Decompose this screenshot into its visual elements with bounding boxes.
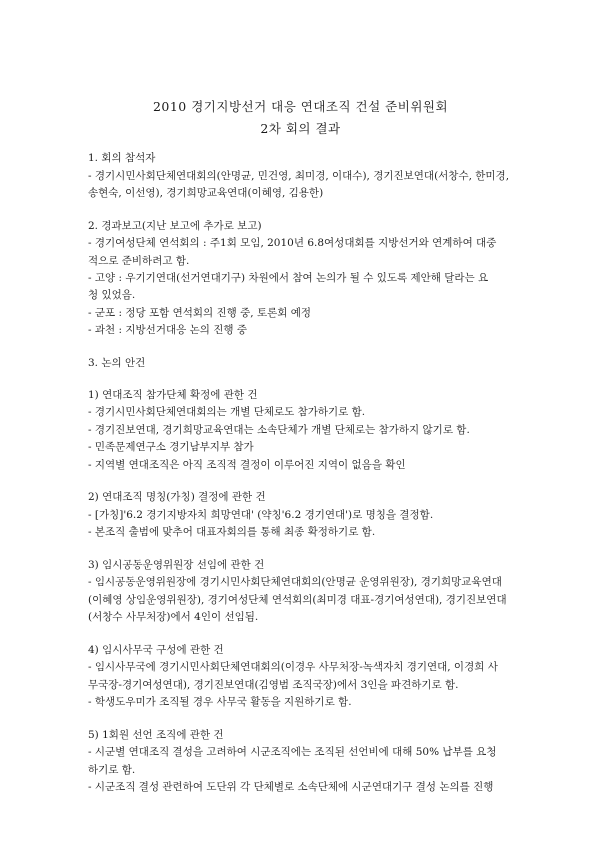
- text-line: (서창수 사무처장)에서 4인이 선임됨.: [88, 611, 259, 623]
- text-line: - 민족문제연구소 경기남부지부 참가: [88, 441, 254, 453]
- text-line: - 과천 : 지방선거대응 논의 진행 중: [88, 324, 247, 336]
- subsection-heading: 3) 임시공동운영위원장 선임에 관한 건: [88, 559, 265, 571]
- text-line: - 학생도우미가 조직될 경우 사무국 활동을 지원하기로 함.: [88, 696, 352, 708]
- document-title: 2010 경기지방선거 대응 연대조직 건설 준비위원회: [152, 99, 449, 114]
- text-line: 송현숙, 이선영), 경기희망교육연대(이혜영, 김용한): [88, 187, 324, 199]
- text-line: (이혜영 상임운영위원장), 경기여성단체 연석회의(최미경 대표-경기여성연대), 경기진보연대: [88, 594, 507, 606]
- subsection-heading: 2) 연대조직 명칭(가칭) 결정에 관한 건: [88, 491, 266, 503]
- subsection-heading: 5) 1회원 선언 조직에 관한 건: [88, 729, 224, 741]
- text-line: - [가칭]'6.2 경기지방자치 희망연대' (약칭'6.2 경기연대')로 명칭을 결정함.: [88, 509, 434, 521]
- section-heading: 2. 경과보고(지난 보고에 추가로 보고): [88, 220, 262, 232]
- document-subtitle: 2차 회의 결과: [260, 121, 341, 136]
- text-line: - 지역별 연대조직은 아직 조직적 결정이 이루어진 지역이 없음을 확인: [88, 459, 406, 471]
- text-line: - 임시공동운영위원장에 경기시민사회단체연대회의(안명균 운영위원장), 경기희망교육연대: [88, 576, 502, 588]
- text-line: - 시군조직 결성 관련하여 도단위 각 단체별로 소속단체에 시군연대기구 결성 논의를 진행: [88, 781, 494, 793]
- text-line: - 경기시민사회단체연대회의는 개별 단체로도 참가하기로 함.: [88, 406, 366, 418]
- section-heading: 3. 논의 안건: [88, 357, 146, 369]
- text-line: 무국장-경기여성연대), 경기진보연대(김영범 조직국장)에서 3인을 파견하기로 함.: [88, 679, 459, 691]
- text-line: - 경기여성단체 연석회의 : 주1회 모임, 2010년 6.8여성대회를 지방선거와 연계하여 대중: [88, 237, 497, 249]
- text-line: 적으로 준비하려고 함.: [88, 255, 190, 267]
- text-line: - 고양 : 우기기연대(선거연대기구) 차원에서 참여 논의가 될 수 있도록 제안해 달라는 요: [88, 272, 489, 284]
- text-line: - 임시사무국에 경기시민사회단체연대회의(이경우 사무처장-녹색자치 경기연대, 이경희 사: [88, 661, 498, 673]
- text-line: - 군포 : 정당 포함 연석회의 진행 중, 토론회 예정: [88, 307, 312, 319]
- text-line: - 경기시민사회단체연대회의(안명균, 민건영, 최미경, 이대수), 경기진보연대(서창수, 한미경,: [88, 170, 510, 182]
- subsection-heading: 4) 임시사무국 구성에 관한 건: [88, 644, 224, 656]
- text-line: - 본조직 출범에 맞추어 대표자회의를 통해 최종 확정하기로 함.: [88, 526, 376, 538]
- text-line: - 경기진보연대, 경기희망교육연대는 소속단체가 개별 단체로는 참가하지 않기로 함.: [88, 424, 470, 436]
- text-line: 청 있었음.: [88, 289, 136, 301]
- section-heading: 1. 회의 참석자: [88, 152, 156, 164]
- text-line: - 시군별 연대조직 결성을 고려하여 시군조직에는 조직된 선언비에 대해 50% 납부를 요청: [88, 746, 497, 758]
- text-line: 하기로 함.: [88, 764, 136, 776]
- subsection-heading: 1) 연대조직 참가단체 확정에 관한 건: [88, 389, 258, 401]
